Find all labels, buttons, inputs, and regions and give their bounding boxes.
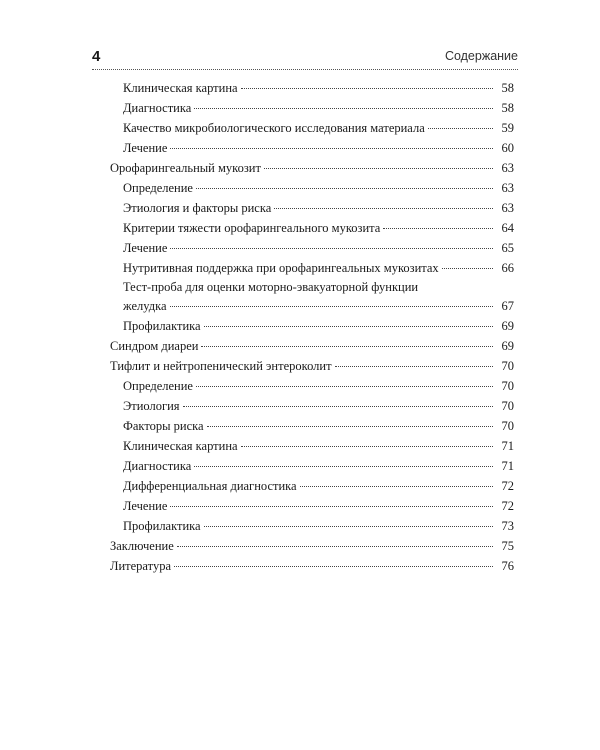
toc-entry[interactable] <box>110 516 514 536</box>
dot-leader <box>194 466 493 467</box>
dot-leader <box>170 306 493 307</box>
toc-entry-page: 63 <box>501 161 514 175</box>
dot-leader <box>264 168 493 169</box>
toc-entry[interactable] <box>110 496 514 516</box>
toc-entry[interactable] <box>110 556 514 576</box>
running-head: Содержание <box>444 49 518 63</box>
toc-entry-page: 58 <box>501 81 514 95</box>
toc-entry[interactable] <box>110 356 514 376</box>
toc-entry-page: 63 <box>501 201 514 215</box>
dot-leader <box>170 148 493 149</box>
toc-entry-title: Определение <box>123 181 193 195</box>
toc-entry-title: Клиническая картина <box>123 81 238 95</box>
toc-entry[interactable] <box>110 118 514 138</box>
page-number: 4 <box>92 48 101 65</box>
toc-entry-page: 67 <box>501 299 514 313</box>
toc-entry-page: 70 <box>501 419 514 433</box>
toc-entry-page: 60 <box>501 141 514 155</box>
header-divider <box>92 69 518 70</box>
toc-entry[interactable] <box>110 376 514 396</box>
dot-leader <box>241 88 493 89</box>
toc-entry-page: 76 <box>501 559 514 573</box>
dot-leader <box>194 108 493 109</box>
toc-entry-title: Качество микробиологического исследования материала <box>123 121 425 135</box>
dot-leader <box>442 268 493 269</box>
dot-leader <box>241 446 493 447</box>
toc-entry-title: Определение <box>123 379 193 393</box>
toc-entry-title: желудка <box>123 299 167 313</box>
toc-entry[interactable] <box>110 198 514 218</box>
toc-entry-title: Этиология и факторы риска <box>123 201 272 215</box>
dot-leader <box>201 346 493 347</box>
toc-entry-page: 72 <box>501 479 514 493</box>
dot-leader <box>196 386 493 387</box>
toc-entry[interactable] <box>110 278 514 316</box>
dot-leader <box>300 486 493 487</box>
toc-entry-page: 71 <box>501 439 514 453</box>
dot-leader <box>428 128 493 129</box>
toc-entry-title: Тифлит и нейтропенический энтероколит <box>110 359 332 373</box>
toc-entry[interactable] <box>110 218 514 238</box>
toc-entry-title: Литература <box>110 559 171 573</box>
toc-entry-title: Профилактика <box>123 519 201 533</box>
toc-entry[interactable] <box>110 536 514 556</box>
toc-entry-title-line: Тест-проба для оценки моторно-эвакуаторной функции <box>123 280 419 294</box>
toc-entry-title: Синдром диареи <box>110 339 199 353</box>
dot-leader <box>174 566 493 567</box>
toc-entry-title: Заключение <box>110 539 174 553</box>
toc-entry-page: 69 <box>501 319 514 333</box>
toc-entry-page: 66 <box>501 261 514 275</box>
toc-entry-page: 63 <box>501 181 514 195</box>
dot-leader <box>335 366 493 367</box>
dot-leader <box>183 406 493 407</box>
table-of-contents <box>110 78 514 576</box>
toc-entry[interactable] <box>110 138 514 158</box>
toc-entry[interactable] <box>110 98 514 118</box>
toc-entry-page: 65 <box>501 241 514 255</box>
toc-entry-title: Этиология <box>123 399 180 413</box>
toc-entry-title: Клиническая картина <box>123 439 238 453</box>
page-header <box>92 46 518 68</box>
dot-leader <box>170 506 493 507</box>
dot-leader <box>204 526 493 527</box>
toc-entry-page: 58 <box>501 101 514 115</box>
toc-entry-title: Диагностика <box>123 101 192 115</box>
toc-entry-page: 70 <box>501 379 514 393</box>
toc-entry[interactable] <box>110 456 514 476</box>
dot-leader <box>177 546 493 547</box>
toc-entry-title: Критерии тяжести орофарингеального мукозита <box>123 221 381 235</box>
toc-entry[interactable] <box>110 158 514 178</box>
toc-entry[interactable] <box>110 416 514 436</box>
toc-entry[interactable] <box>110 476 514 496</box>
toc-entry-title: Нутритивная поддержка при орофарингеальных мукозитах <box>123 261 439 275</box>
dot-leader <box>207 426 493 427</box>
toc-entry-page: 70 <box>501 359 514 373</box>
toc-entry-title: Профилактика <box>123 319 201 333</box>
toc-entry-title: Факторы риска <box>123 419 204 433</box>
toc-entry-page: 71 <box>501 459 514 473</box>
toc-entry[interactable] <box>110 436 514 456</box>
toc-entry[interactable] <box>110 178 514 198</box>
toc-entry-title: Лечение <box>123 241 168 255</box>
toc-entry[interactable] <box>110 238 514 258</box>
dot-leader <box>196 188 493 189</box>
toc-entry-page: 69 <box>501 339 514 353</box>
dot-leader <box>383 228 493 229</box>
toc-entry[interactable] <box>110 336 514 356</box>
toc-entry-title: Дифференциальная диагностика <box>123 479 297 493</box>
toc-entry-title: Лечение <box>123 499 168 513</box>
toc-entry-page: 75 <box>501 539 514 553</box>
dot-leader <box>274 208 493 209</box>
toc-entry[interactable] <box>110 396 514 416</box>
toc-entry-page: 70 <box>501 399 514 413</box>
toc-entry-page: 59 <box>501 121 514 135</box>
dot-leader <box>170 248 493 249</box>
toc-entry-title: Лечение <box>123 141 168 155</box>
toc-entry-page: 64 <box>501 221 514 235</box>
toc-entry[interactable] <box>110 258 514 278</box>
dot-leader <box>204 326 493 327</box>
toc-entry[interactable] <box>110 78 514 98</box>
toc-entry-title: Орофарингеальный мукозит <box>110 161 261 175</box>
toc-entry-page: 72 <box>501 499 514 513</box>
toc-entry-title: Диагностика <box>123 459 192 473</box>
toc-entry[interactable] <box>110 316 514 336</box>
toc-entry-page: 73 <box>501 519 514 533</box>
